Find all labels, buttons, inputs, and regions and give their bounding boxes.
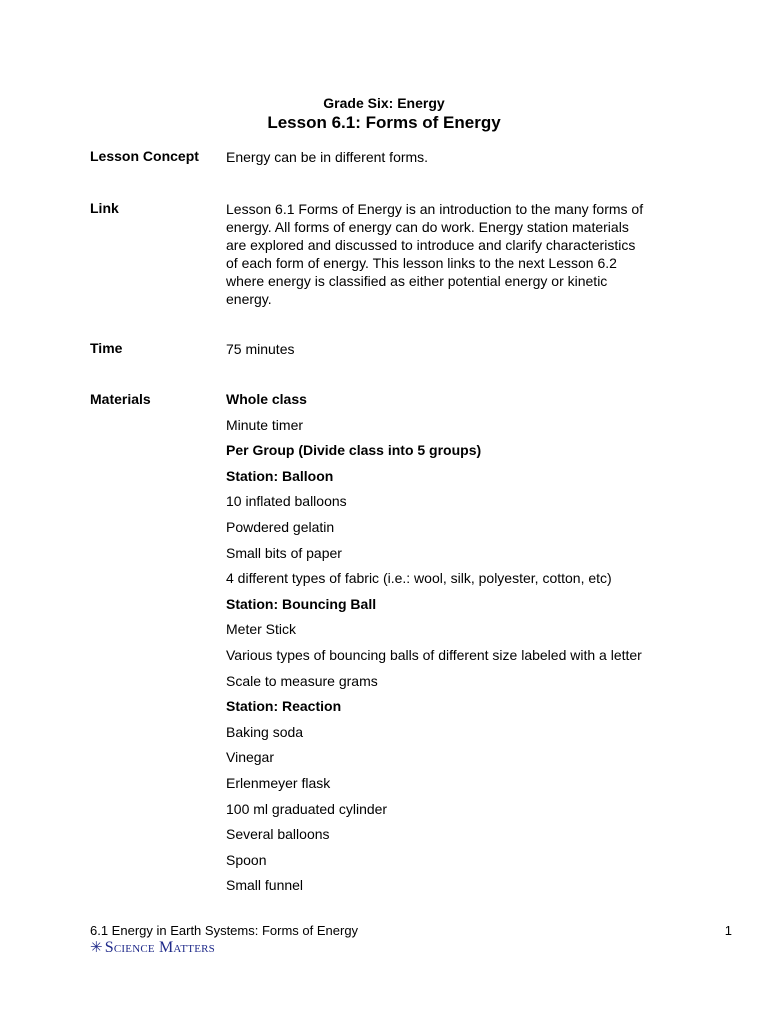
science-matters-logo bbox=[90, 938, 215, 957]
time-value: 75 minutes bbox=[226, 341, 295, 357]
link-line: energy. bbox=[226, 291, 272, 307]
materials-item: Powdered gelatin bbox=[226, 518, 335, 535]
materials-item: 4 different types of fabric (i.e.: wool, silk, polyester, cotton, etc) bbox=[226, 570, 612, 587]
link-line: energy. All forms of energy can do work. Energy station materials bbox=[226, 219, 629, 235]
lesson-title: Lesson 6.1: Forms of Energy bbox=[267, 113, 501, 132]
materials-item: Erlenmeyer flask bbox=[226, 774, 331, 791]
footer-text: 6.1 Energy in Earth Systems: Forms of Energy bbox=[90, 923, 359, 938]
materials-item: Minute timer bbox=[226, 416, 304, 433]
link-line: where energy is classified as either potential energy or kinetic bbox=[226, 273, 608, 289]
asterisk-icon: ✳ bbox=[90, 940, 103, 956]
brand-name: Science Matters bbox=[104, 938, 215, 956]
link-line: are explored and discussed to introduce and clarify characteristics bbox=[226, 237, 636, 253]
materials-item: Scale to measure grams bbox=[226, 672, 378, 689]
lesson-header bbox=[0, 94, 768, 134]
materials-subheading: Station: Bouncing Ball bbox=[226, 595, 377, 612]
materials-item: 10 inflated balloons bbox=[226, 493, 347, 510]
materials-label: Materials bbox=[90, 391, 151, 407]
materials-item: Spoon bbox=[226, 851, 267, 868]
materials-item: Various types of bouncing balls of different size labeled with a letter bbox=[226, 646, 642, 663]
link-line: Lesson 6.1 Forms of Energy is an introduction to the many forms of bbox=[226, 201, 644, 217]
link-line: of each form of energy. This lesson links to the next Lesson 6.2 bbox=[226, 255, 617, 271]
materials-item: Small bits of paper bbox=[226, 544, 342, 561]
materials-item: Vinegar bbox=[226, 749, 275, 766]
materials-item: Small funnel bbox=[226, 877, 304, 894]
materials-list bbox=[226, 390, 746, 902]
materials-item: Baking soda bbox=[226, 723, 304, 740]
link-label: Link bbox=[90, 200, 119, 216]
time-label: Time bbox=[90, 340, 123, 356]
materials-subheading: Per Group (Divide class into 5 groups) bbox=[226, 442, 482, 459]
materials-item: 100 ml graduated cylinder bbox=[226, 800, 388, 817]
grade-subject: Grade Six: Energy bbox=[323, 95, 445, 111]
materials-subheading: Station: Balloon bbox=[226, 467, 334, 484]
materials-item: Meter Stick bbox=[226, 621, 297, 638]
lesson-concept-value: Energy can be in different forms. bbox=[226, 149, 429, 165]
materials-subheading: Whole class bbox=[226, 391, 307, 407]
link-paragraph bbox=[226, 200, 686, 308]
materials-item: Several balloons bbox=[226, 826, 330, 843]
lesson-concept-label: Lesson Concept bbox=[90, 148, 199, 164]
page-number: 1 bbox=[724, 923, 732, 938]
materials-subheading: Station: Reaction bbox=[226, 698, 342, 715]
